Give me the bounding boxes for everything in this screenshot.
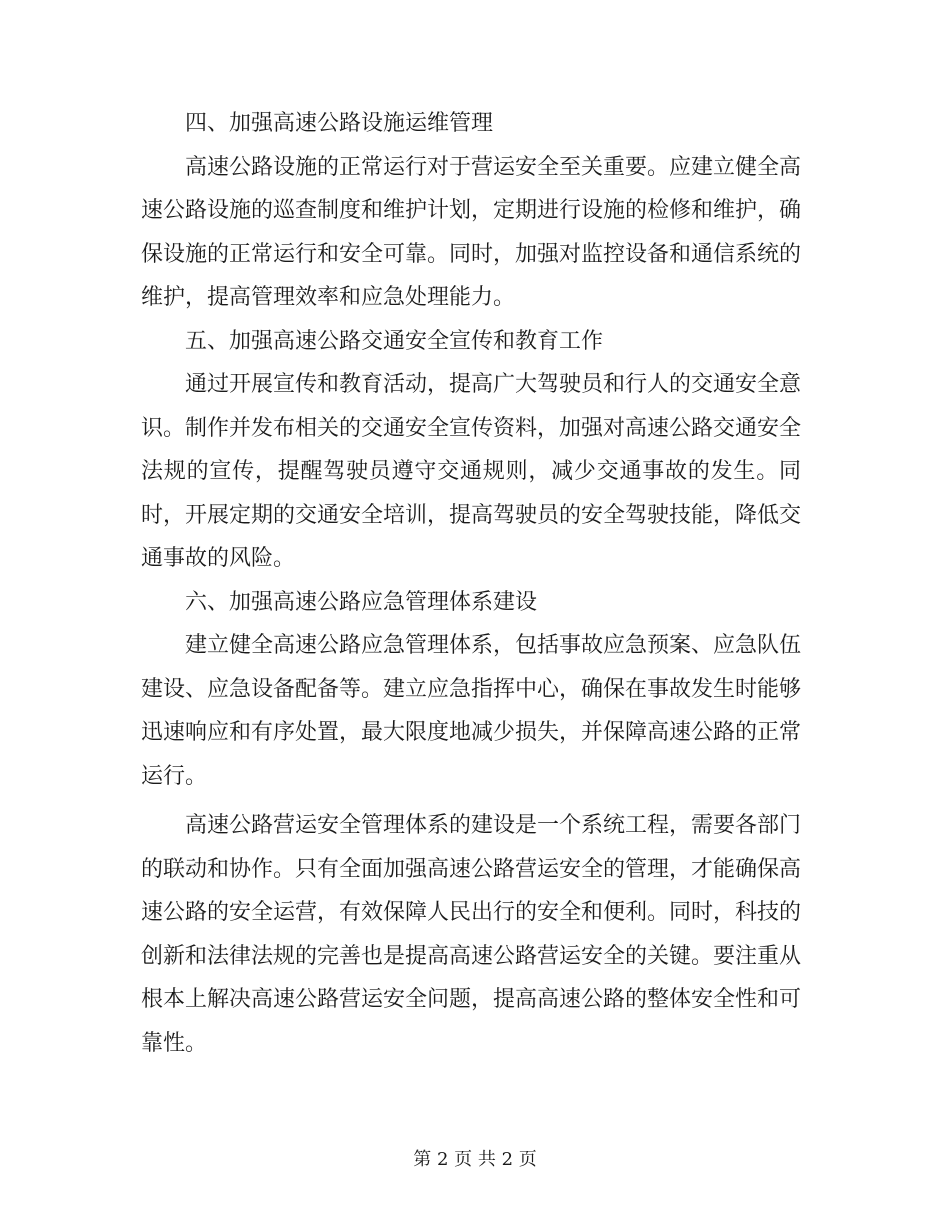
section-paragraph-6: 建立健全高速公路应急管理体系，包括事故应急预案、应急队伍建设、应急设备配备等。建立应急指挥中心，确保在事故发生时能够迅速响应和有序处置，最大限度地减少损失，并保障高速公路的正常运行。 <box>141 633 802 789</box>
conclusion-paragraph: 高速公路营运安全管理体系的建设是一个系统工程，需要各部门的联动和协作。只有全面加强高速公路营运安全的管理，才能确保高速公路的安全运营，有效保障人民出行的安全和便利。同时，科技的创新和法律法规的完善也是提高高速公路营运安全的关键。要注重从根本上解决高速公路营运安全问题，提高高速公路的整体安全性和可靠性。 <box>141 813 802 1056</box>
section-heading-4: 四、加强高速公路设施运维管理 <box>185 111 494 136</box>
page-number-footer: 第 2 页 共 2 页 <box>413 1149 537 1170</box>
document-body <box>141 102 801 1065</box>
section-heading-6: 六、加强高速公路应急管理体系建设 <box>185 589 538 615</box>
section-paragraph-4: 高速公路设施的正常运行对于营运安全至关重要。应建立健全高速公路设施的巡查制度和维护计划，定期进行设施的检修和维护，确保设施的正常运行和安全可靠。同时，加强对监控设备和通信系统的维护，提高管理效率和应急处理能力。 <box>141 154 802 310</box>
section-heading-5: 五、加强高速公路交通安全宣传和教育工作 <box>185 328 604 354</box>
section-paragraph-5: 通过开展宣传和教育活动，提高广大驾驶员和行人的交通安全意识。制作并发布相关的交通安全宣传资料，加强对高速公路交通安全法规的宣传，提醒驾驶员遵守交通规则，减少交通事故的发生。同时，开展定期的交通安全培训，提高驾驶员的安全驾驶技能，降低交通事故的风险。 <box>141 372 802 571</box>
